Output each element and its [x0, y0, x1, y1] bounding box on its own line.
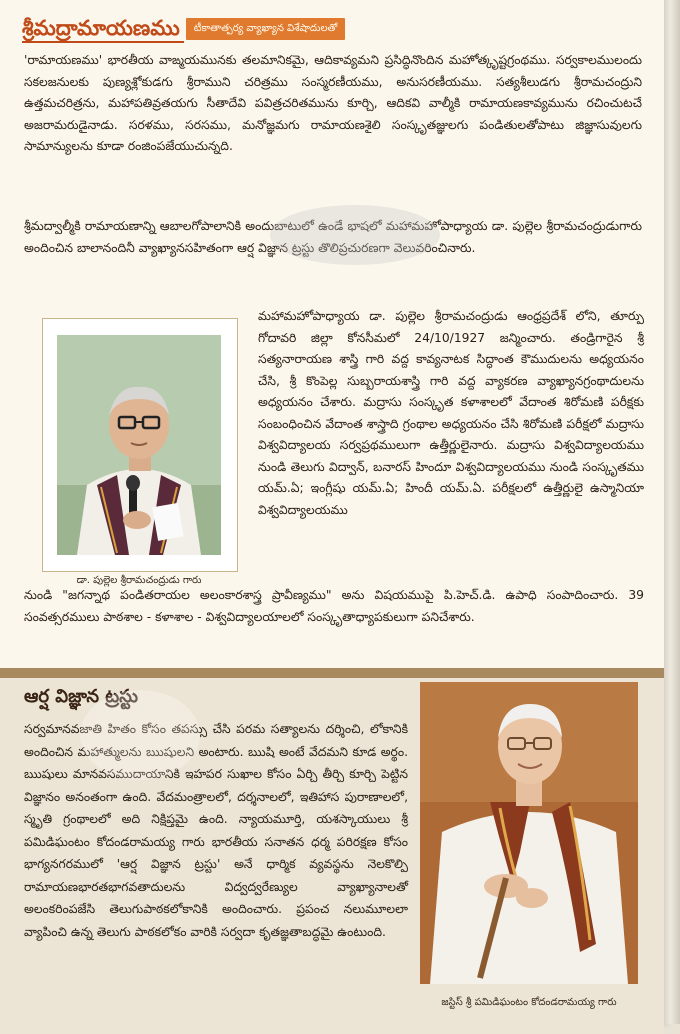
author-bio-text: మహామహోపాధ్యాయ డా. పుల్లెల శ్రీరామచంద్రుడు ఆంధ్రప్రదేశ్ లోని, తూర్పు గోదావరి జిల్లా కోనసీమలో 24/10/1927 జన్మించారు. తండ్రిగారైన శ్రీ సత్యనారాయణ శాస్త్రి గారి వద్ద కావ్యనాటక సిద్ధాంత కౌముదులను అధ్యయనం చేసి, శ్రీ కొంపెల్ల సుబ్బరాయశాస్త్రి గారి వద్ద వ్యాకరణ వ్యాఖ్యానగ్రంథాదులను అధ్యయనం చేశారు. మద్రాసు సంస్కృత కళాశాలలో వేదాంత శిరోమణి పరీక్షకు సంబంధించిన వేదాంత శాస్త్రాది గ్రంథాల అధ్యయనం చేసి శిరోమణి పరీక్షలో మద్రాసు విశ్వవిద్యాలయ సర్వప్రథములుగా ఉత్తీర్ణులైనారు. మద్రాసు విశ్వవిద్యాలయము నుండి తెలుగు విద్వాన్, బనారస్ హిందూ విశ్వవిద్యాలయము నుండి సంస్కృతము యమ్.ఏ; ఇంగ్లీషు యమ్.ఏ; హిందీ యమ్.ఏ. పరీక్షలలో ఉత్తీర్ణులై ఉస్మానియా విశ్వవిద్యాలయము [258, 309, 644, 517]
author-bio-continuation: నుండి "జగన్నాథ పండితరాయల అలంకారశాస్త్ర ప్రావీణ్యము" అను విషయముపై పి.హెచ్.డి. ఉపాధి సంపాదించారు. 39 సంవత్సరములు పాఠశాల - కళాశాల - విశ్వవిద్యాలయాలలో సంస్కృతాధ్యాపకులుగా పనిచేశారు. [24, 588, 644, 624]
trust-description: సర్వమానవజాతి హితం కోసం తపస్సు చేసి పరమ సత్యాలను దర్శించి, లోకానికి అందించిన మహాత్ములను ఋషులని అంటారు. ఋషి అంటే వేదమని కూడ అర్థం. ఋషులు మానవసముదాయానికి ఇహపర సుఖాల కోసం ఏర్చి తీర్చి కూర్చి పెట్టిన విజ్ఞానం అనంతంగా ఉంది. వేదమంత్రాలలో, దర్శనాలలో, ఇతిహాస పురాణాలలో, స్మృతి గ్రంథాలలో అది నిక్షిప్తమై ఉంది. న్యాయమూర్తి, యశస్కాయులు శ్రీ పమిడిఘంటం కోదండరామయ్య గారు భారతీయ సనాతన ధర్మ పరిరక్షణ కోసం భాగ్యనగరములో 'ఆర్ష విజ్ఞాన ట్రస్టు' అనే ధార్మిక వ్యవస్థను నెలకొల్పి రామాయణభారతభాగవతాదులను విద్వద్వరేణ్యుల వ్యాఖ్యానాలతో అలంకరింపజేసి తెలుగుపాఠకలోకానికి అందించారు. ప్రపంచ నలుమూలలా వ్యాపించి ఉన్న తెలుగు పాఠకలోకం వారికి సర్వదా కృతజ్ఞతాబద్ధమై ఉంటుంది. [24, 722, 408, 939]
author-photo [57, 335, 221, 555]
intro-paragraph-1: 'రామాయణము' భారతీయ వాఙ్మయమునకు తలమానికమై, ఆదికావ్యమని ప్రసిద్ధినొందిన మహోత్కృష్టగ్రంథము. సర్వకాలములందు సకలజనులకు పుణ్యశ్లోకుడగు శ్రీరాముని చరిత్రము సంస్మరణీయము, అనుసరణీయము. సత్యశీలుడగు శ్రీరామచంద్రుని ఉత్తమచరిత్రను, మహాపతివ్రతయగు సీతాదేవి పవిత్రచరితమును కూర్చి, ఆదికవి వాల్మీకి రామాయణకావ్యమును రచించుటచే అజరామరుడైనాడు. సరళము, సరసము, మనోజ్ఞమగు రామాయణశైలి సంస్కృతజ్ఞులగు పండితులతోపాటు జిజ్ఞాసువులగు సామాన్యులను కూడా రంజింపజేయుచున్నది. [24, 53, 642, 153]
heading-row [22, 14, 345, 44]
plastic-wrap-glare [270, 205, 440, 265]
author-portrait-illustration [57, 335, 221, 555]
trust-heading: ఆర్ష విజ్ఞాన ట్రస్టు [24, 686, 139, 707]
author-photo-caption: డా. పుల్లెల శ్రీరామచంద్రుడు గారు [76, 575, 202, 586]
page-edge [664, 0, 680, 1024]
plastic-wrap-glare [80, 690, 200, 780]
founder-portrait-illustration [420, 682, 638, 984]
founder-photo-caption: జస్టిస్ శ్రీ పమిడిఘంటం కోదండరామయ్య గారు [441, 997, 617, 1008]
book-title-heading: శ్రీమద్రామాయణము [22, 15, 184, 43]
author-photo-frame [42, 318, 238, 572]
title-subtag: టీకాతాత్పర్య వ్యాఖ్యాన విశేషాదులతో [186, 18, 346, 40]
intro-paragraph-2: శ్రీమద్వాల్మీకి రామాయణాన్ని ఆబాలగోపాలానికి అందుబాటులో ఉండే భాషలో మహామహోపాధ్యాయ డా. పుల్లెల శ్రీరామచంద్రుడుగారు అందించిన బాలానందినీ వ్యాఖ్యానసహితంగా ఆర్ష విజ్ఞాన ట్రస్టు తొలిప్రచురణగా వెలువరించినారు. [24, 219, 642, 255]
founder-photo [420, 682, 638, 984]
